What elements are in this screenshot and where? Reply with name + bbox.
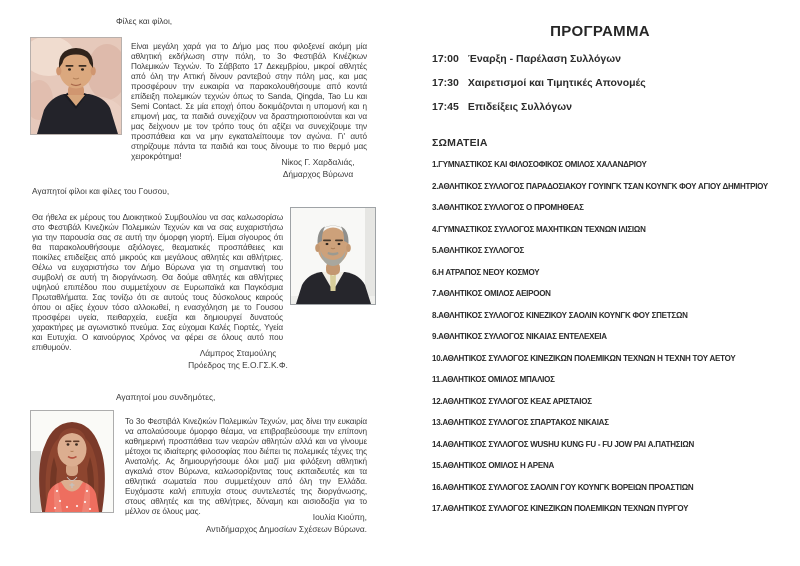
letter-body: Θα ήθελα εκ μέρους του Διοικητικού Συμβουλίου να σας καλωσορίσω στο Φεστιβάλ Κινεζικών Πολεμικών Τεχνών και να σας ευχαριστήσω για την παρουσία σας σε αυτή την όμορφη γιορτή. Είμαι σίγουρος ότι θα παρακολουθήσουμε αξιόλογες, θεαματικές προσπάθειες και ποικίλες επιδείξεις από μικρούς και μεγάλους αθλητές και αθλήτριες. Θέλω να ευχαριστήσω τον Δήμο Βύρωνα για τη σημαντική του συμβολή σε αυτή τη διοργάνωση. Θα δούμε αθλητές και αθλήτριες υψηλού επιπέδου που συμμετέχουν σε Ευρωπαϊκά και Παγκόσμια Πρωταθλήματα. Σας τονίζω ότι σε αυτούς τους δύσκολους καιρούς όπου οι αξίες έχουν τόσο αλλοιωθεί, η ενασχόληση με το Γουσου προσφέρει υγεία, πειθαρχεία, ευεξία και δημιουργεί δυνατούς χαρακτήρες με αγωνιστικό πνεύμα. Σας εύχομαι Καλές Γιορτές, Υγεία και Ευτυχία. Ο καινούργιος Χρόνος να φέρει σε όλους αυτό που επιθυμούν. xyxy=(32,213,283,353)
program-item xyxy=(432,101,646,113)
club-item: 2.ΑΘΛΗΤΙΚΟΣ ΣΥΛΛΟΓΟΣ ΠΑΡΑΔΟΣΙΑΚΟΥ ΓΟΥΙΝΓΚ ΤΣΑΝ ΚΟΥΝΓΚ ΦΟΥ ΑΓΙΟΥ ΔΗΜΗΤΡΙΟΥ xyxy=(432,181,769,191)
signature-name: Ιουλία Κιούπη, xyxy=(312,512,367,522)
signature-title: Πρόεδρος της Ε.Ο.ΓΣ.Κ.Φ. xyxy=(188,360,288,370)
club-item: 12.ΑΘΛΗΤΙΚΟΣ ΣΥΛΛΟΓΟΣ ΚΕΑΣ ΑΡΙΣΤΑΙΟΣ xyxy=(432,396,592,406)
signature-title: Αντιδήμαρχος Δημοσίων Σχέσεων Βύρωνα. xyxy=(205,524,367,534)
program-item xyxy=(432,77,646,89)
clubs-title: ΣΩΜΑΤΕΙΑ xyxy=(432,137,488,149)
program-time: 17:30 xyxy=(432,77,459,89)
clubs-list xyxy=(432,154,768,520)
club-item: 1.ΓΥΜΝΑΣΤΙΚΟΣ ΚΑΙ ΦΙΛΟΣΟΦΙΚΟΣ ΟΜΙΛΟΣ ΧΑΛΑΝΔΡΙΟΥ xyxy=(432,160,647,170)
president-portrait-illustration xyxy=(291,208,375,304)
club-item: 11.ΑΘΛΗΤΙΚΟΣ ΟΜΙΛΟΣ ΜΠΑΛΙΟΣ xyxy=(432,375,555,385)
program-label: Χαιρετισμοί και Τιμητικές Απονομές xyxy=(467,77,646,89)
program-time: 17:00 xyxy=(432,53,459,65)
club-item: 8.ΑΘΛΗΤΙΚΟΣ ΣΥΛΛΟΓΟΣ ΚΙΝΕΖΙΚΟΥ ΣΑΟΛΙΝ ΚΟΥΝΓΚ ΦΟΥ ΣΠΕΤΣΩΝ xyxy=(432,310,688,320)
mayor-portrait-illustration xyxy=(31,38,121,134)
program-item xyxy=(432,53,646,65)
signature-name: Λάμπρος Σταμούλης xyxy=(199,348,277,358)
club-item: 4.ΓΥΜΝΑΣΤΙΚΟΣ ΣΥΛΛΟΓΟΣ ΜΑΧΗΤΙΚΩΝ ΤΕΧΝΩΝ ΙΛΙΣΙΩΝ xyxy=(432,224,646,234)
club-item: 5.ΑΘΛΗΤΙΚΟΣ ΣΥΛΛΟΓΟΣ xyxy=(432,246,525,256)
program-label: Έναρξη - Παρέλαση Συλλόγων xyxy=(467,53,621,65)
program-schedule xyxy=(432,53,646,113)
letter-body: Είναι μεγάλη χαρά για το Δήμο μας που φιλοξενεί ακόμη μία αθλητική εκδήλωση στην πόλη, το 3ο Φεστιβάλ Κινέζικων Πολεμικών Τεχνών. Το Σάββατο 17 Δεκεμβρίου, μικροί αθλητές από όλη την Αττική δίνουν ραντεβού στην πόλη μας, και μας προσφέρουν την ευκαιρία να παρακολουθήσουμε από κοντά επίδειξη πολεμικών τεχνών όπως το Sanda, Qingda, Tao Lu και Semi Contact. Σε μία εποχή όπου δοκιμάζονται η υπομονή και η επιμονή μας, τα παιδιά συνεχίζουν να δραστηριοποιούνται και να μας δείχνουν με τον τρόπο τους ότι αξίζει να συνεχίζουμε την προσπάθεια και να μην εγκαταλείπουμε τον αγώνα. Γι' αυτό στηρίζουμε πάντα τα παιδιά και τους δίνουμε το πιο θερμό μας χειροκρότημα! xyxy=(131,42,367,162)
club-item: 6.Η ΑΤΡΑΠΟΣ ΝΕΟΥ ΚΟΣΜΟΥ xyxy=(432,267,540,277)
letter-greeting: Αγαπητοί μου συνδημότες, xyxy=(116,392,216,402)
program-title: ΠΡΟΓΡΑΜΜΑ xyxy=(550,23,650,40)
club-item: 3.ΑΘΛΗΤΙΚΟΣ ΣΥΛΛΟΓΟΣ Ο ΠΡΟΜΗΘΕΑΣ xyxy=(432,203,584,213)
signature-title: Δήμαρχος Βύρωνα xyxy=(282,169,354,179)
club-item: 10.ΑΘΛΗΤΙΚΟΣ ΣΥΛΛΟΓΟΣ ΚΙΝΕΖΙΚΩΝ ΠΟΛΕΜΙΚΩΝ ΤΕΧΝΩΝ Η ΤΕΧΝΗ ΤΟΥ ΑΕΤΟΥ xyxy=(432,353,736,363)
club-item: 15.ΑΘΛΗΤΙΚΟΣ ΟΜΙΛΟΣ Η ΑΡΕΝΑ xyxy=(432,461,555,471)
deputy-mayor-portrait-photo xyxy=(30,410,114,513)
letter-signature xyxy=(178,347,298,371)
mayor-portrait-photo xyxy=(30,37,122,135)
program-time: 17:45 xyxy=(432,101,459,113)
letter-signature xyxy=(206,511,367,535)
letter-greeting: Αγαπητοί φίλοι και φίλες του Γουσου, xyxy=(32,186,170,196)
program-label: Επιδείξεις Συλλόγων xyxy=(467,101,572,113)
club-item: 16.ΑΘΛΗΤΙΚΟΣ ΣΥΛΛΟΓΟΣ ΣΑΟΛΙΝ ΓΟΥ ΚΟΥΝΓΚ ΒΟΡΕΙΩΝ ΠΡΟΑΣΤΙΩΝ xyxy=(432,482,694,492)
president-portrait-photo xyxy=(290,207,376,305)
club-item: 7.ΑΘΛΗΤΙΚΟΣ ΟΜΙΛΟΣ ΑΕΙΡΟΟΝ xyxy=(432,289,551,299)
club-item: 14.ΑΘΛΗΤΙΚΟΣ ΣΥΛΛΟΓΟΣ WUSHU KUNG FU - FU JOW PAI Α.ΠΑΤΗΣΙΩΝ xyxy=(432,439,695,449)
club-item: 13.ΑΘΛΗΤΙΚΟΣ ΣΥΛΛΟΓΟΣ ΣΠΑΡΤΑΚΟΣ ΝΙΚΑΙΑΣ xyxy=(432,418,609,428)
deputy-mayor-portrait-illustration xyxy=(31,411,113,512)
club-item: 9.ΑΘΛΗΤΙΚΟΣ ΣΥΛΛΟΓΟΣ ΝΙΚΑΙΑΣ ΕΝΤΕΛΕΧΕΙΑ xyxy=(432,332,607,342)
signature-name: Νίκος Γ. Χαρδαλιάς, xyxy=(281,157,355,167)
letter-body: Το 3ο Φεστιβάλ Κινεζικών Πολεμικών Τεχνών, μας δίνει την ευκαιρία να απολαύσουμε όμορφο θέαμα, να επιβραβεύσουμε την επίπονη καθημερινή προσπάθεια των νεαρών αθλητών αλλά και να γίνουμε μέτοχοι τις ιδιαίτερης φιλοσοφίας που διέπει τις πολεμικές τέχνες της Ανατολής. Ας δημιουργήσουμε όλοι μαζί μια φιλόξενη αθλητική αγκαλιά στον Βύρωνα, καλωσορίζοντας τους εκπαιδευτές και τα αθλητικά σωματεία που συμμετέχουν από όλη την Ελλάδα. Ευχόμαστε καλή επιτυχία στους συντελεστές της διοργάνωσης, στους αθλητές και της αθλήτριες, δύναμη και αισιοδοξία για το μέλλον σε όλους μας. xyxy=(125,417,367,517)
club-item: 17.ΑΘΛΗΤΙΚΟΣ ΣΥΛΛΟΓΟΣ ΚΙΝΕΖΙΚΩΝ ΠΟΛΕΜΙΚΩΝ ΤΕΧΝΩΝ ΠΥΡΓΟΥ xyxy=(432,504,689,514)
letter-greeting: Φίλες και φίλοι, xyxy=(116,16,173,26)
letter-signature xyxy=(258,156,378,180)
